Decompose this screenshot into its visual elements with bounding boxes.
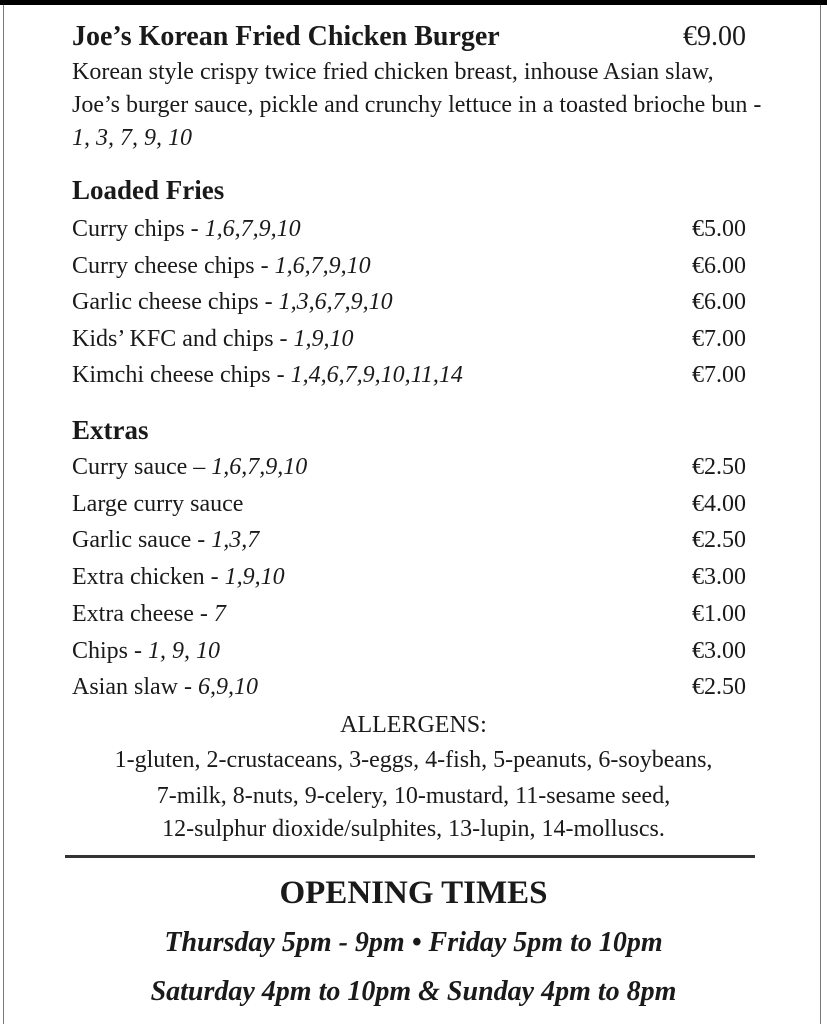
menu-item — [72, 450, 746, 484]
item-price: €3.00 — [692, 637, 746, 664]
item-price: €1.00 — [692, 600, 746, 627]
menu-item — [72, 285, 746, 319]
item-allergens: 1,3,7 — [211, 527, 260, 554]
item-label: Curry sauce – — [72, 454, 212, 480]
item-allergens: 1,9,10 — [293, 325, 354, 352]
item-price: €2.50 — [692, 674, 746, 701]
menu-item — [72, 322, 746, 356]
item-name — [72, 523, 259, 557]
item-price: €6.00 — [692, 252, 746, 279]
menu-item — [72, 249, 746, 283]
item-price: €3.00 — [692, 564, 746, 591]
item-allergens: 1,3,6,7,9,10 — [278, 289, 393, 315]
item-price: €4.00 — [692, 490, 746, 517]
menu-item — [72, 523, 746, 557]
divider — [65, 855, 755, 858]
item-price: €2.50 — [692, 454, 746, 480]
item-name — [72, 597, 226, 631]
item-name — [72, 634, 220, 668]
item-label: Extra chicken - — [72, 564, 225, 591]
menu-item — [72, 212, 746, 246]
item-name — [72, 560, 285, 594]
item-allergens: 1,6,7,9,10 — [204, 216, 301, 242]
burger-title-row — [72, 20, 746, 54]
allergen-line: 7-milk, 8-nuts, 9-celery, 10-mustard, 11-sesame seed, — [156, 783, 671, 809]
burger-name: Joe’s Korean Fried Chicken Burger — [72, 21, 500, 52]
item-price: €7.00 — [692, 362, 746, 388]
item-name — [72, 285, 393, 319]
item-name — [72, 670, 258, 704]
opening-times-heading: OPENING TIMES — [279, 875, 548, 911]
allergens-heading: ALLERGENS: — [340, 712, 487, 738]
menu-item — [72, 597, 746, 631]
top-edge-bar — [0, 0, 827, 5]
menu-item — [72, 670, 746, 704]
item-allergens: 1,4,6,7,9,10,11,14 — [290, 362, 463, 388]
item-label: Curry chips - — [72, 216, 205, 242]
item-label: Garlic sauce - — [72, 527, 212, 554]
item-label: Kimchi cheese chips - — [72, 362, 291, 388]
item-label: Asian slaw - — [72, 674, 198, 701]
menu-item — [72, 487, 746, 521]
item-name — [72, 212, 301, 246]
item-label: Chips - — [72, 637, 149, 664]
item-label: Kids’ KFC and chips - — [72, 325, 294, 352]
burger-description-text: Korean style crispy twice fried chicken breast, inhouse Asian slaw, Joe’s burger sauce, pickle and crunchy lettuce in a toasted brioche bun - — [72, 59, 762, 118]
opening-times-line: Saturday 4pm to 10pm & Sunday 4pm to 8pm — [150, 976, 677, 1007]
item-price: €7.00 — [692, 325, 746, 352]
item-allergens: 7 — [213, 600, 226, 627]
menu-item — [72, 634, 746, 668]
item-label: Curry cheese chips - — [72, 252, 275, 279]
item-label: Extra cheese - — [72, 600, 214, 627]
item-price: €2.50 — [692, 527, 746, 554]
burger-price: €9.00 — [683, 21, 746, 52]
item-allergens: 1,6,7,9,10 — [274, 252, 371, 279]
item-name — [72, 358, 463, 392]
menu-item — [72, 560, 746, 594]
item-label: Garlic cheese chips - — [72, 289, 279, 315]
item-allergens: 1, 9, 10 — [148, 637, 221, 664]
item-name — [72, 450, 307, 484]
item-price: €6.00 — [692, 289, 746, 315]
item-name — [72, 487, 243, 521]
allergen-line: 12-sulphur dioxide/sulphites, 13-lupin, 14-molluscs. — [162, 816, 665, 842]
item-allergens: 6,9,10 — [197, 674, 258, 701]
item-price: €5.00 — [692, 216, 746, 242]
extras-heading: Extras — [72, 415, 149, 445]
item-label: Large curry sauce — [72, 490, 244, 517]
loaded-fries-heading: Loaded Fries — [72, 175, 225, 205]
burger-description — [72, 56, 762, 155]
item-name — [72, 322, 354, 356]
item-allergens: 1,9,10 — [224, 564, 285, 591]
menu-item — [72, 358, 746, 392]
opening-times-line: Thursday 5pm - 9pm • Friday 5pm to 10pm — [164, 927, 663, 958]
burger-allergens: 1, 3, 7, 9, 10 — [72, 125, 192, 151]
item-name — [72, 249, 371, 283]
item-allergens: 1,6,7,9,10 — [211, 454, 308, 480]
allergen-line: 1-gluten, 2-crustaceans, 3-eggs, 4-fish, 5-peanuts, 6-soybeans, — [114, 747, 713, 773]
